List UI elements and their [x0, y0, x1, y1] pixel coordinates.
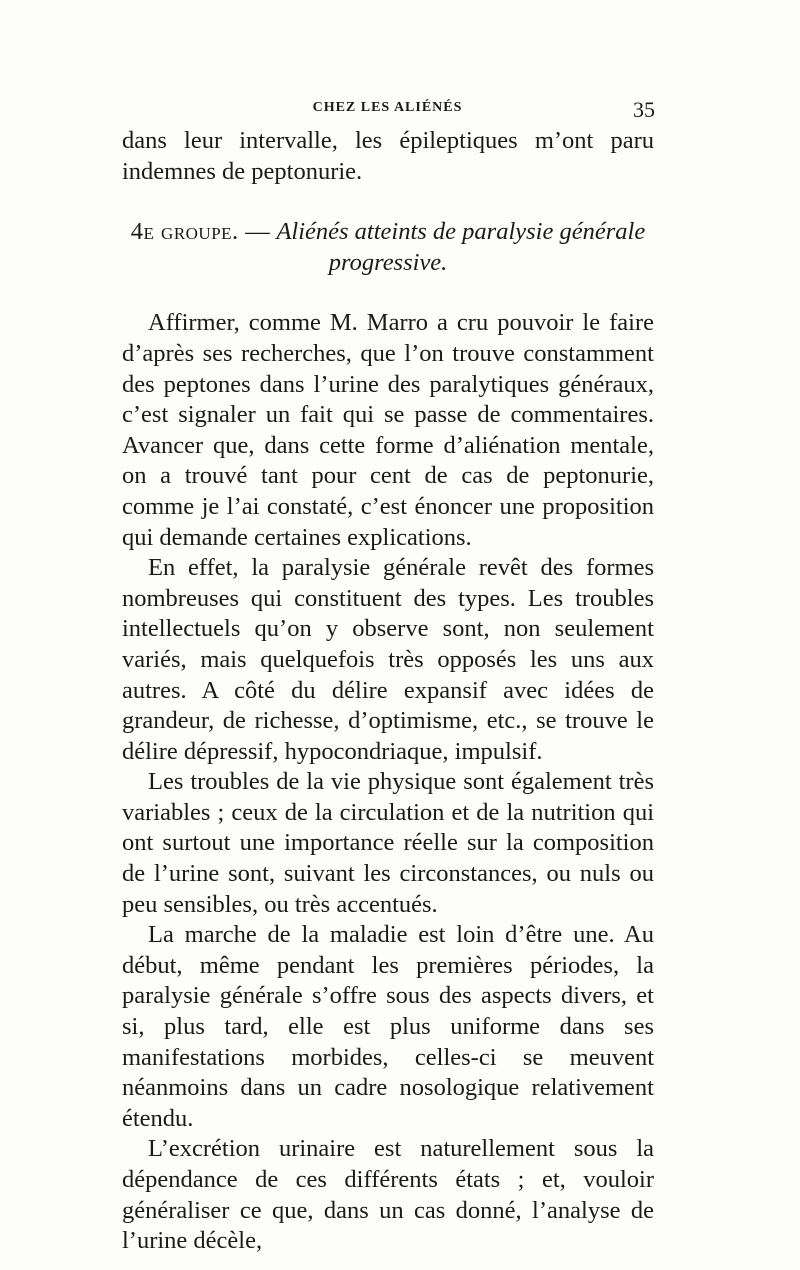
section-heading-label: 4e groupe. — [130, 218, 271, 246]
section-heading-title: Aliénés atteints de paralysie générale progressive. [276, 218, 646, 276]
paragraph-2: En effet, la paralysie générale revêt des formes nombreuses qui constituent des types. Les troubles intellectuels qu’on y observe sont, non seulement variés, mais quelquefois très opposés les uns aux autres. A côté du délire expansif avec idées de grandeur, de richesse, d’optimisme, etc., se trouve le délire dépressif, hypocondriaque, impulsif. [122, 554, 654, 765]
section-heading [122, 217, 654, 278]
paragraph-3: Les troubles de la vie physique sont également très variables ; ceux de la circulation et de la nutrition qui ont surtout une importance réelle sur la composition de l’urine sont, suivant les circonstances, ou nuls ou peu sensibles, ou très accentués. [122, 768, 654, 918]
body-text [122, 126, 654, 1257]
paragraph-1: Affirmer, comme M. Marro a cru pouvoir le faire d’après ses recherches, que l’on trouve constamment des peptones dans l’urine des paralytiques généraux, c’est signaler un fait qui se passe de commentaires. Avancer que, dans cette forme d’aliénation mentale, on a trouvé tant pour cent de cas de peptonurie, comme je l’ai constaté, c’est énoncer une proposition qui demande certaines explications. [122, 309, 654, 551]
paragraph-5: L’excrétion urinaire est naturellement sous la dépendance de ces différents états ; et, vouloir généraliser ce que, dans un cas donné, l’analyse de l’urine décèle, [122, 1135, 654, 1255]
page-number: 35 [633, 97, 655, 122]
paragraph-continuation: dans leur intervalle, les épileptiques m’ont paru indemnes de peptonurie. [122, 127, 654, 185]
paragraph-4: La marche de la maladie est loin d’être une. Au début, même pendant les premières périodes, la paralysie générale s’offre sous des aspects divers, et si, plus tard, elle est plus uniforme dans ses manifestations morbides, celles-ci se meuvent néanmoins dans un cadre nosologique relativement étendu. [122, 921, 654, 1132]
running-head [120, 97, 655, 121]
running-title: CHEZ LES ALIÉNÉS [312, 100, 463, 115]
